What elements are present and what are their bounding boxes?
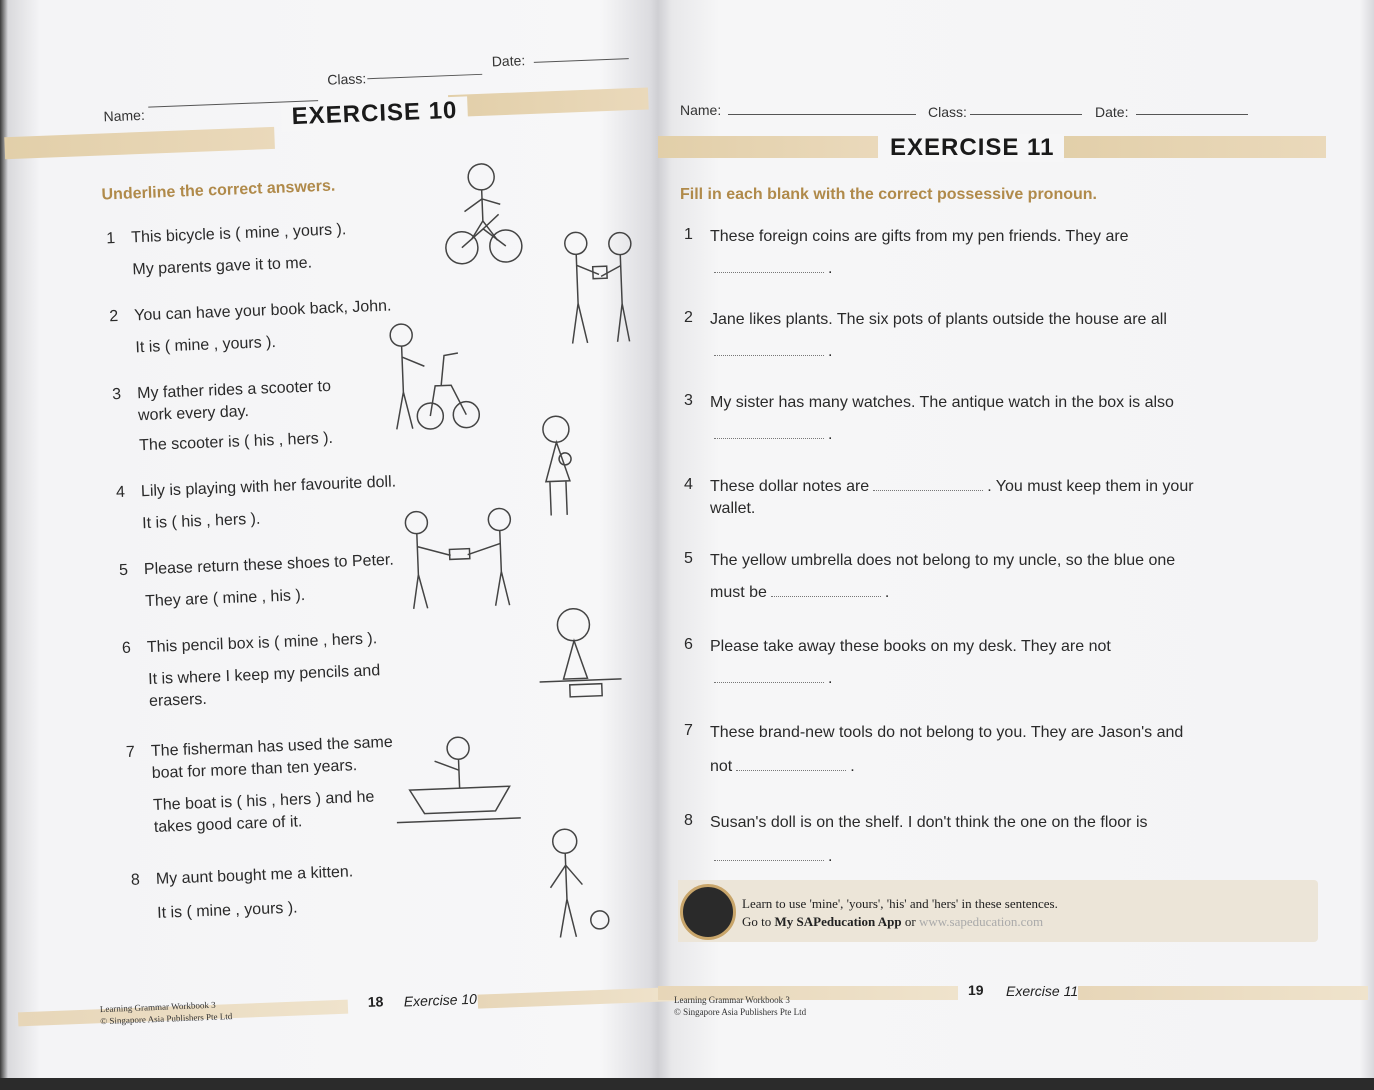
app-icon[interactable] (680, 884, 736, 940)
app-url-link[interactable]: www.sapeducation.com (918, 914, 1044, 929)
answer-line[interactable] (710, 258, 832, 280)
question-text-cont: wallet. (710, 500, 756, 517)
question-sentence: These dollar notes are (710, 478, 870, 495)
class-line (970, 114, 1082, 115)
question-text: Lily is playing with her favourite doll. (140, 473, 397, 501)
answer-line[interactable] (710, 756, 855, 778)
app-name-link[interactable]: My SAPeducation App (774, 914, 902, 929)
exercise-title: EXERCISE 10 (281, 96, 468, 131)
copyright: © Singapore Asia Publishers Pte Ltd (100, 1011, 233, 1027)
question-sentence-cont: not (710, 758, 733, 775)
page-number: 19 (968, 982, 984, 998)
app-promo-line1: Learn to use 'mine', 'yours', 'his' and 'hers' in these sentences. (742, 896, 1058, 911)
question-answer-choices: It is ( mine , yours ). (156, 899, 298, 922)
name-line (728, 114, 916, 115)
question-number: 6 (684, 636, 693, 653)
answer-line[interactable] (710, 582, 889, 604)
book-title: Learning Grammar Workbook 3 (674, 995, 790, 1005)
question-number: 2 (684, 309, 693, 326)
question-answer-choices: The scooter is ( his , hers ). (138, 429, 334, 455)
punctuation: . (884, 584, 890, 601)
footer-exercise: Exercise 10 (403, 990, 478, 1010)
question-number: 8 (130, 871, 141, 889)
question-context-cont: erasers. (148, 690, 208, 711)
question-answer-choices: They are ( mine , his ). (144, 587, 306, 611)
answer-line[interactable] (710, 846, 832, 868)
question-text: My father rides a scooter to (136, 377, 332, 403)
answer-blank[interactable] (714, 424, 824, 439)
answer-blank[interactable] (714, 846, 824, 861)
book-title: Learning Grammar Workbook 3 (99, 999, 216, 1015)
question-text (710, 226, 1270, 248)
title-band-left (658, 136, 878, 158)
question-text-cont: boat for more than ten years. (151, 757, 358, 783)
aunt-kitten-illustration (536, 821, 616, 944)
punctuation: . (828, 426, 833, 443)
title-band-left (4, 127, 275, 159)
left-page (0, 0, 658, 1078)
instruction: Underline the correct answers. (101, 177, 336, 204)
question-text (710, 636, 1310, 658)
answer-blank[interactable] (736, 756, 846, 771)
question-sentence-cont: . You must keep them in your (987, 478, 1194, 495)
question-sentence: My sister has many watches. The antique watch in the box is also (710, 394, 1174, 411)
fisherman-boat-illustration (387, 728, 526, 828)
question-number: 7 (684, 722, 693, 739)
boy-bicycle-illustration (441, 157, 525, 270)
answer-blank[interactable] (771, 582, 881, 597)
answer-line[interactable] (710, 424, 832, 446)
question-sentence-cont: must be (710, 584, 767, 601)
punctuation: . (828, 670, 833, 687)
children-shoes-illustration (394, 501, 528, 616)
question-sentence: Please take away these books on my desk. They are not (710, 638, 1111, 655)
date-label: Date: (1095, 104, 1129, 120)
title-band-right (448, 87, 649, 117)
name-label: Name: (103, 106, 146, 125)
question-sentence: These brand-new tools do not belong to you. They are Jason's and (710, 724, 1184, 741)
instruction: Fill in each blank with the correct possessive pronoun. (680, 186, 1097, 203)
question-context: It is where I keep my pencils and (147, 662, 381, 689)
question-number: 4 (115, 483, 126, 502)
answer-line[interactable] (710, 668, 832, 690)
class-label: Class: (327, 70, 367, 88)
answer-line[interactable] (710, 341, 832, 363)
footer-band (1078, 986, 1368, 1000)
exercise-title: EXERCISE 11 (880, 134, 1064, 162)
boys-exchanging-book-illustration (553, 223, 648, 351)
question-number: 3 (684, 392, 693, 409)
question-sentence: The yellow umbrella does not belong to my uncle, so the blue one (710, 552, 1176, 569)
girl-pencil-box-illustration (533, 599, 627, 712)
question-context: My parents gave it to me. (132, 254, 313, 279)
question-number: 6 (121, 639, 132, 658)
app-promo-or: or (901, 914, 916, 929)
date-line (534, 58, 629, 63)
page-number: 18 (367, 993, 384, 1010)
question-text (710, 550, 1310, 572)
question-answer-choices: It is ( mine , yours ). (135, 333, 277, 357)
answer-blank[interactable] (714, 258, 824, 273)
question-number: 8 (684, 812, 693, 829)
question-number: 5 (118, 561, 129, 580)
question-text (710, 812, 1320, 834)
class-label: Class: (928, 104, 967, 120)
question-text: This pencil box is ( mine , hers ). (146, 630, 378, 657)
question-text (710, 392, 1310, 414)
footer-exercise: Exercise 11 (1006, 983, 1079, 999)
question-answer-choices: The boat is ( his , hers ) and he (152, 788, 375, 814)
question-number: 3 (111, 385, 122, 404)
answer-blank[interactable] (714, 341, 824, 356)
answer-blank[interactable] (873, 476, 983, 491)
question-text: You can have your book back, John. (133, 297, 392, 325)
class-line (367, 74, 482, 79)
question-text: My aunt bought me a kitten. (155, 863, 354, 888)
question-number: 1 (684, 226, 693, 243)
question-number: 7 (125, 743, 136, 761)
question-answer-choices: It is ( his , hers ). (141, 510, 261, 533)
question-text (710, 722, 1310, 744)
father-scooter-illustration (377, 314, 482, 438)
question-text (710, 476, 1310, 498)
copyright: © Singapore Asia Publishers Pte Ltd (674, 1007, 807, 1017)
question-sentence: Susan's doll is on the shelf. I don't think the one on the floor is (710, 814, 1148, 831)
right-page (658, 0, 1374, 1078)
app-promo-prefix: Go to (742, 914, 775, 929)
question-number: 2 (108, 307, 119, 326)
punctuation: . (850, 758, 855, 775)
question-text: This bicycle is ( mine , yours ). (130, 221, 347, 247)
question-number: 1 (105, 230, 116, 248)
footer-band (478, 987, 678, 1009)
question-sentence: These foreign coins are gifts from my pen friends. They are (710, 228, 1129, 245)
question-number: 4 (684, 476, 693, 493)
title-band-right (1054, 136, 1326, 158)
question-text: The fisherman has used the same (150, 733, 394, 761)
name-label: Name: (680, 102, 722, 118)
question-context-cont: takes good care of it. (153, 813, 303, 836)
date-label: Date: (491, 52, 526, 70)
question-text (710, 309, 1310, 331)
girl-doll-illustration (525, 410, 589, 522)
punctuation: . (828, 260, 833, 277)
question-number: 5 (684, 550, 693, 567)
question-text: Please return these shoes to Peter. (143, 551, 395, 579)
date-line (1136, 114, 1248, 115)
app-promo-line2 (742, 914, 1043, 930)
punctuation: . (828, 848, 833, 865)
question-sentence: Jane likes plants. The six pots of plants outside the house are all (710, 311, 1167, 328)
question-text-cont: work every day. (137, 403, 250, 425)
punctuation: . (828, 343, 833, 360)
answer-blank[interactable] (714, 668, 824, 683)
